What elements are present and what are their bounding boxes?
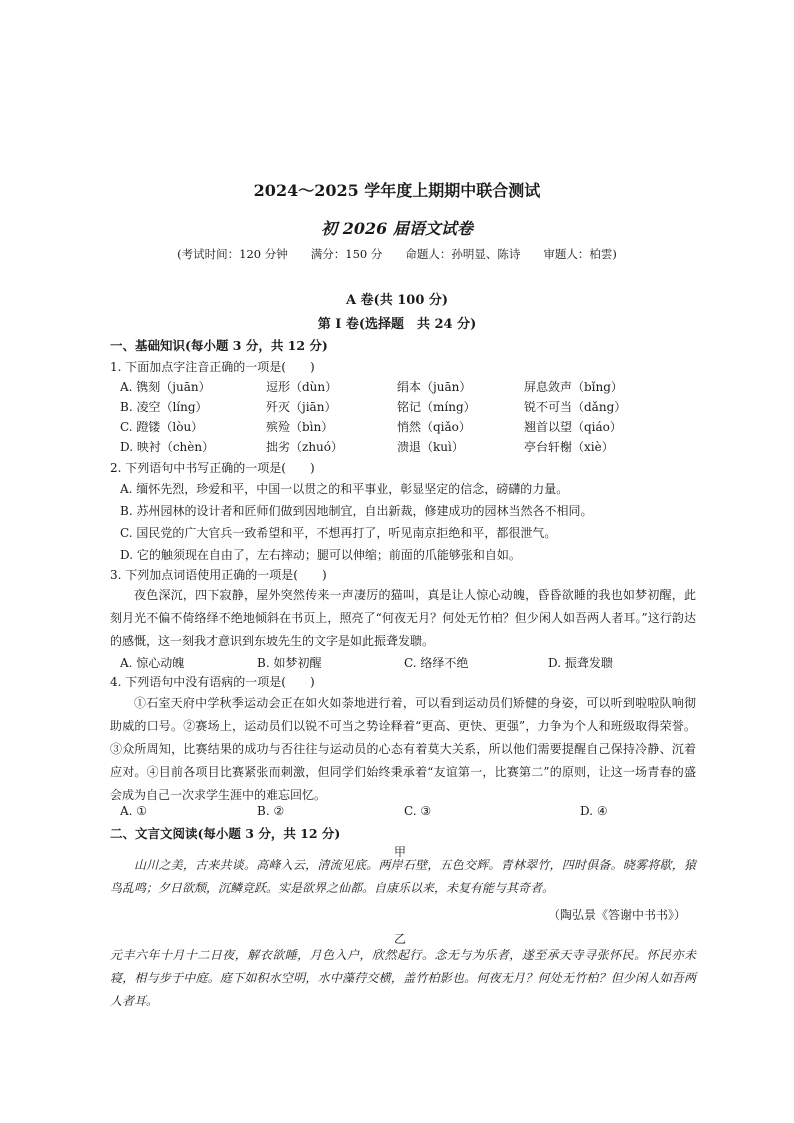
q1-option-b-3: 铭记（míng） bbox=[397, 400, 476, 414]
section-b-heading: 第 I 卷(选择题 共 24 分) bbox=[317, 317, 477, 332]
q2-option-d: D. 它的触须现在自由了，左右摔动；腿可以伸缩；前面的爪能够张和自如。 bbox=[120, 548, 521, 562]
exam-title: 2024～2025 学年度上期期中联合测试 bbox=[253, 181, 541, 200]
passage-a-marker: 甲 bbox=[394, 845, 407, 859]
q1-option-c-4: 翘首以望（qiáo） bbox=[524, 420, 622, 434]
q1-option-b-1: B. 凌空（líng） bbox=[120, 400, 208, 414]
section-2-heading: 二、文言文阅读(每小题 3 分，共 12 分) bbox=[110, 826, 341, 841]
q1-option-a-4: 屏息敛声（bǐng） bbox=[524, 380, 623, 394]
passage-a-text: 山川之美，古来共谈。高峰入云，清流见底。两岸石壁，五色交辉。青林翠竹，四时俱备。晓雾将歇，猿鸟乱鸣；夕日欲颓，沉鳞竞跃。实是欲界之仙都。自康乐以来，未复有能与其奇者。 bbox=[110, 858, 696, 895]
q3-option-b: B. 如梦初醒 bbox=[257, 656, 322, 670]
passage-b-text: 元丰六年十月十二日夜，解衣欲睡，月色入户，欣然起行。念无与为乐者，遂至承天寺寻张怀民。怀民亦未寝，相与步于中庭。庭下如积水空明，水中藻荇交横，盖竹柏影也。何夜无月？何处无竹柏？但少闲人如吾两人者耳。 bbox=[110, 948, 696, 1008]
q3-passage-text: 夜色深沉，四下寂静，屋外突然传来一声凄厉的猫叫，真是让人惊心动魄，昏昏欲睡的我也如梦初醒，此刻月光不偏不倚络绎不绝地倾斜在书页上，照亮了“何夜无月？何处无竹柏？但少闲人如吾两人者耳。”这行韵达的感慨，这一刻我才意识到东坡先生的文字是如此振聋发聩。 bbox=[110, 588, 696, 648]
q1-option-b-4: 锐不可当（dǎng） bbox=[524, 400, 627, 414]
passage-b-marker: 乙 bbox=[394, 932, 407, 946]
q3-passage bbox=[110, 584, 696, 653]
q1-option-d-1: D. 映衬（chèn） bbox=[120, 440, 215, 454]
q1-option-c-2: 殡殓（bìn） bbox=[266, 420, 334, 434]
question-1-stem: 1. 下面加点字注音正确的一项是( ) bbox=[110, 360, 315, 374]
exam-subtitle: 初 2026 届语文试卷 bbox=[321, 219, 473, 238]
section-1-heading: 一、基础知识(每小题 3 分，共 12 分) bbox=[110, 338, 328, 353]
q3-option-c: C. 络绎不绝 bbox=[404, 656, 469, 670]
q1-option-a-3: 绢本（juān） bbox=[397, 380, 472, 394]
exam-info: (考试时间：120 分钟 满分：150 分 命题人：孙明显、陈诗 审题人：柏雲) bbox=[177, 247, 617, 261]
q1-option-c-3: 悄然（qiǎo） bbox=[397, 420, 471, 434]
q2-option-a: A. 缅怀先烈，珍爱和平，中国一以贯之的和平事业，彰显坚定的信念，磅礴的力量。 bbox=[120, 482, 569, 496]
q4-option-a: A. ① bbox=[120, 804, 148, 818]
q3-option-d: D. 振聋发聩 bbox=[548, 656, 613, 670]
q4-passage-text: ①石室天府中学秋季运动会正在如火如荼地进行着，可以看到运动员们矫健的身姿，可以听到啦啦队响彻助威的口号。②赛场上，运动员们以锐不可当之势诠释着“更高、更快、更强”，力争为个人和班级取得荣誉。③众所周知，比赛结果的成功与否往往与运动员的心态有着莫大关系，所以他们需要提醒自己保持冷静、沉着应对。④目前各项目比赛紧张而刺激，但同学们始终秉承着“友谊第一，比赛第二”的原则，让这一场青春的盛会成为自己一次求学生涯中的难忘回忆。 bbox=[110, 696, 696, 802]
q4-option-b: B. ② bbox=[257, 804, 285, 818]
passage-a-source: （陶弘景《答谢中书书》） bbox=[547, 908, 686, 922]
q1-option-b-2: 歼灭（jiān） bbox=[266, 400, 337, 414]
question-2-stem: 2. 下列语句中书写正确的一项是( ) bbox=[110, 461, 315, 475]
passage-a bbox=[110, 854, 696, 900]
q2-option-c: C. 国民党的广大官兵一致希望和平，不想再打了，听见南京拒绝和平，都很泄气。 bbox=[120, 526, 557, 540]
q4-option-d: D. ④ bbox=[580, 804, 608, 818]
passage-b bbox=[110, 944, 696, 1013]
question-4-stem: 4. 下列语句中没有语病的一项是( ) bbox=[110, 675, 315, 689]
q4-passage bbox=[110, 692, 696, 807]
q1-option-d-3: 溃退（kuì） bbox=[397, 440, 464, 454]
q4-option-c: C. ③ bbox=[404, 804, 432, 818]
q3-option-a: A. 惊心动魄 bbox=[120, 656, 185, 670]
section-a-heading: A 卷(共 100 分) bbox=[345, 293, 449, 308]
q1-option-a-1: A. 镌刻（juān） bbox=[120, 380, 211, 394]
q2-option-b: B. 苏州园林的设计者和匠师们做到因地制宜，自出新裁，修建成功的园林当然各不相同。 bbox=[120, 504, 593, 518]
q1-option-c-1: C. 蹬镂（lòu） bbox=[120, 420, 204, 434]
q1-option-d-4: 亭台轩榭（xiè） bbox=[524, 440, 614, 454]
q1-option-a-2: 逗形（dùn） bbox=[266, 380, 338, 394]
q1-option-d-2: 拙劣（zhuó） bbox=[266, 440, 344, 454]
question-3-stem: 3. 下列加点词语使用正确的一项是( ) bbox=[110, 568, 327, 582]
